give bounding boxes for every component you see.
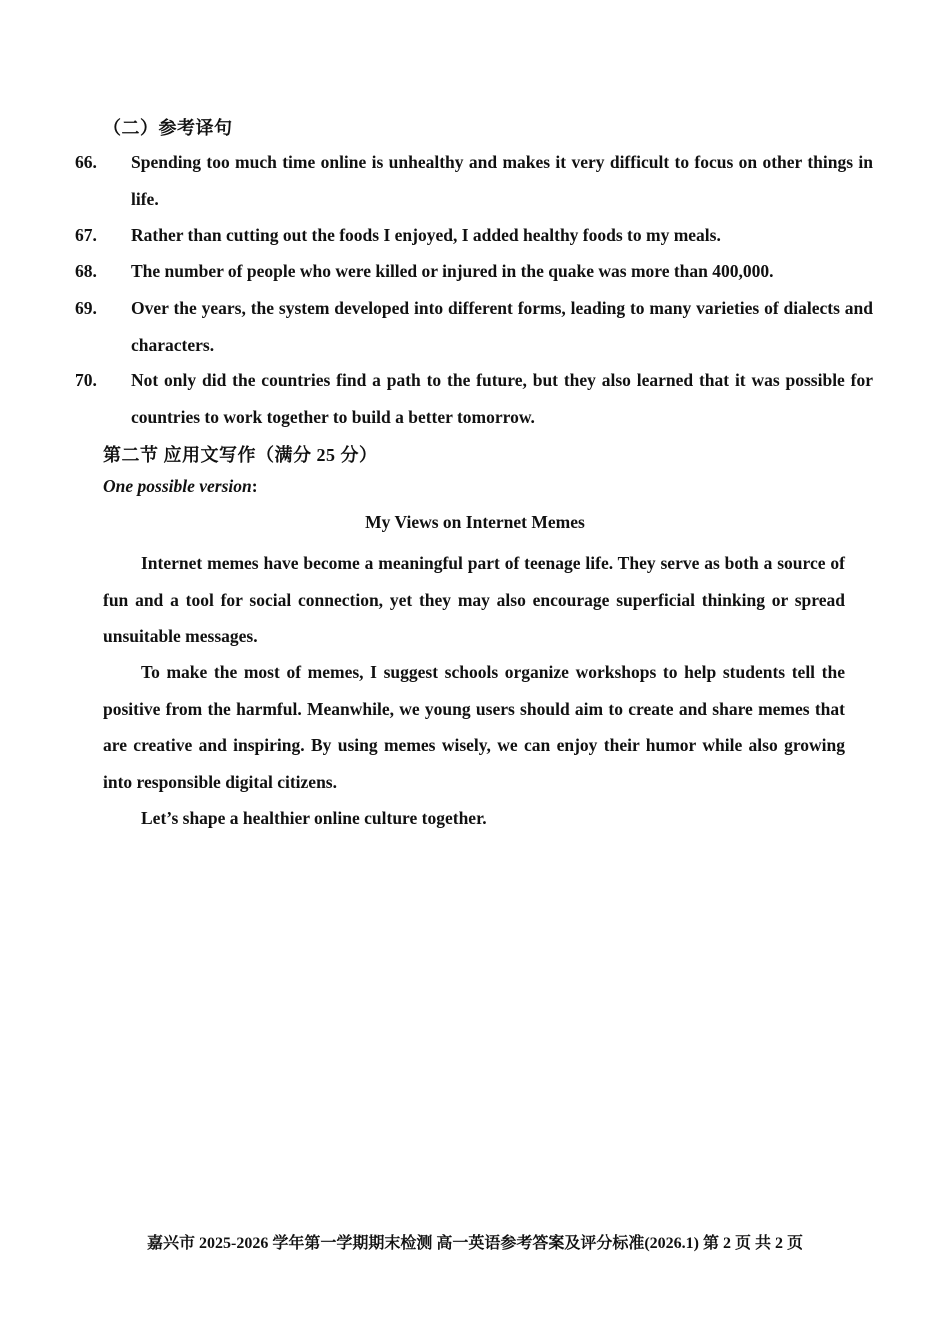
version-label-colon: :	[251, 476, 258, 496]
essay-paragraph: Internet memes have become a meaningful part of teenage life. They serve as both a source of fun and a tool for social connection, yet they may also encourage superficial thinking or spread unsuitable messages.	[103, 553, 845, 646]
translation-item-68	[75, 253, 873, 290]
essay-paragraph: To make the most of memes, I suggest schools organize workshops to help students tell the positive from the harmful. Meanwhile, we young users should aim to create and share memes that are creative and inspiring. By using memes wisely, we can enjoy their humor while also growing into responsible digital citizens.	[103, 662, 845, 792]
translation-item-70	[75, 362, 873, 435]
item-text: Over the years, the system developed into different forms, leading to many varieties of dialects and characters.	[131, 298, 873, 355]
translation-section-heading: （二）参考译句	[103, 118, 233, 138]
essay-paragraph: Let’s shape a healthier online culture together.	[141, 808, 487, 828]
page-footer: 嘉兴市 2025-2026 学年第一学期期末检测 高一英语参考答案及评分标准(2026.1) 第 2 页 共 2 页	[147, 1235, 803, 1252]
writing-section-heading: 第二节 应用文写作（满分 25 分）	[103, 445, 378, 465]
item-number: 69.	[75, 298, 97, 318]
item-number: 66.	[75, 152, 97, 172]
item-text: The number of people who were killed or injured in the quake was more than 400,000.	[131, 261, 774, 281]
version-label	[103, 476, 258, 497]
item-text: Not only did the countries find a path to the future, but they also learned that it was possible for countries to work together to build a better tomorrow.	[131, 370, 873, 427]
item-number: 67.	[75, 225, 97, 245]
item-text: Spending too much time online is unhealthy and makes it very difficult to focus on other things in life.	[131, 152, 873, 209]
item-text: Rather than cutting out the foods I enjoyed, I added healthy foods to my meals.	[131, 225, 721, 245]
translation-item-66	[75, 144, 873, 217]
translation-item-67	[75, 217, 873, 254]
item-number: 70.	[75, 370, 97, 390]
version-label-text: One possible version	[103, 476, 252, 496]
translation-item-69	[75, 290, 873, 363]
essay-title: My Views on Internet Memes	[365, 512, 585, 532]
item-number: 68.	[75, 261, 97, 281]
